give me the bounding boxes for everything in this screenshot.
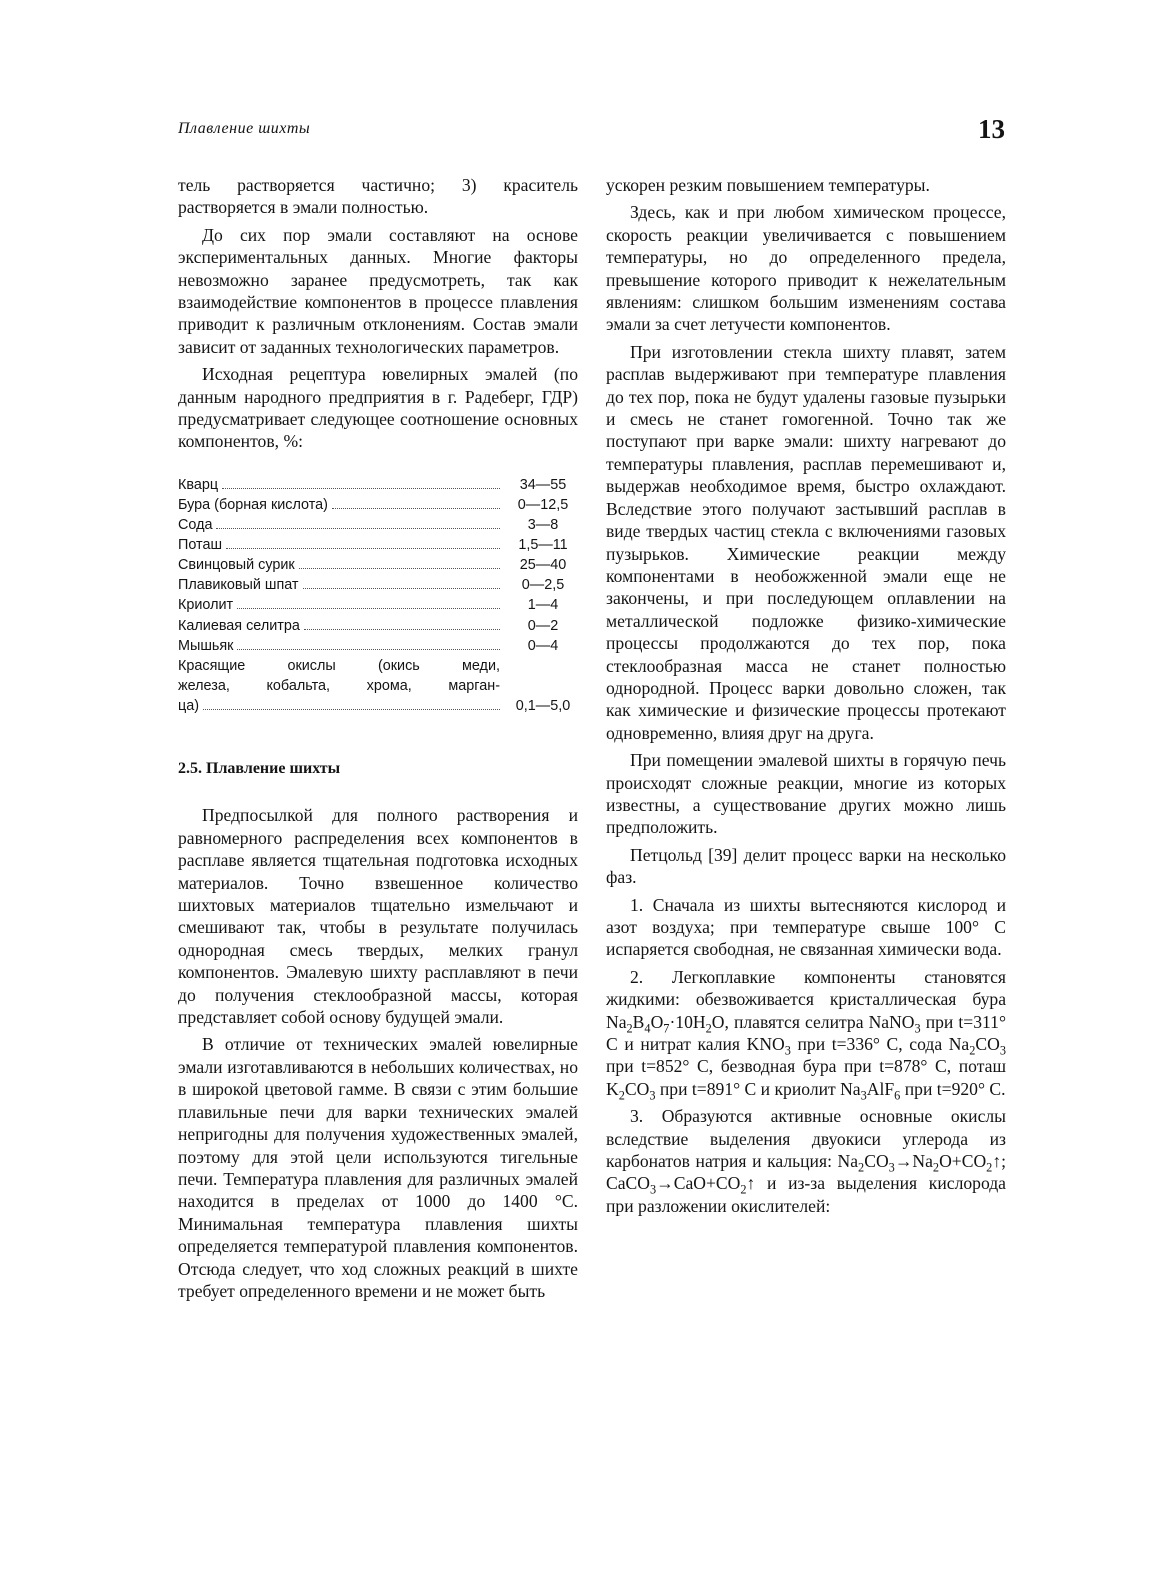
- leader-dots: [303, 588, 500, 589]
- recipe-item: [178, 535, 578, 555]
- recipe-item-value: 1—4: [527, 597, 559, 614]
- recipe-item-value: 0—2: [527, 617, 559, 634]
- recipe-item: [178, 515, 578, 535]
- leader-dots: [216, 528, 500, 529]
- paragraph: Исходная рецептура ювелирных эмалей (по данным народного предприятия в г. Радеберг, ГДР) предусматривает следующее соотношение основных компонентов, %:: [178, 364, 578, 452]
- recipe-item-colorants: [178, 656, 578, 716]
- recipe-item-name: Мышьяк: [178, 637, 234, 654]
- recipe-item-value: 3—8: [527, 517, 559, 534]
- recipe-item-name-line: Красящие окислы (окись меди,: [178, 657, 500, 674]
- paragraph: При изготовлении стекла шихту плавят, затем расплав выдерживают при температуре плавления до тех пор, пока не будут удалены газовые пузырьки и смесь не станет гомогенной. Точно так же поступают при варке эмали: шихту нагревают до температуры плавления, расплав перемешивают и, выдержав необходимое время, быстро охлаждают. Вследствие этого получают застывший расплав в виде твердых частиц стекла с включениями газовых пузырьков. Химические реакции между компонентами в необожженной эмали еще не закончены, и при последующем оплавлении на металлической подложке физико-химические процессы продолжаются до тех пор, пока стеклообразная масса не станет полностью однородной. Процесс варки довольно сложен, так как химические и физические процессы протекают одновременно, влияя друг на друга.: [606, 341, 1006, 743]
- recipe-item-name: Сода: [178, 517, 213, 534]
- leader-dots: [203, 709, 500, 710]
- running-title: Плавление шихты: [178, 120, 311, 137]
- paragraph: Петцольд [39] делит процесс варки на несколько фаз.: [606, 844, 1006, 888]
- recipe-item-value: 0,1—5,0: [515, 697, 571, 714]
- recipe-item-name-line: ца): [178, 697, 200, 714]
- recipe-item-name: Плавиковый шпат: [178, 577, 299, 594]
- page-number: 13: [978, 114, 1005, 144]
- leader-dots: [222, 488, 500, 489]
- leader-dots: [237, 608, 500, 609]
- paragraph: До сих пор эмали составляют на основе экспериментальных данных. Многие факторы невозможно заранее предусмотреть, так как взаимодействие компонентов в процессе плавления приводит к различным отклонениям. Состав эмали зависит от заданных технологических параметров.: [178, 224, 578, 357]
- recipe-item: [178, 495, 578, 515]
- recipe-item-name: Бура (борная кислота): [178, 496, 328, 513]
- recipe-item-value: 0—12,5: [517, 496, 569, 513]
- section-heading: 2.5. Плавление шихты: [178, 760, 341, 777]
- recipe-item: [178, 575, 578, 595]
- leader-dots: [237, 649, 500, 650]
- recipe-list: [178, 475, 578, 716]
- recipe-item-value: 0—2,5: [521, 577, 565, 594]
- recipe-item: [178, 555, 578, 575]
- recipe-item: [178, 595, 578, 615]
- recipe-item-value: 1,5—11: [518, 537, 568, 554]
- recipe-item-value: 25—40: [519, 557, 567, 574]
- paragraph: Здесь, как и при любом химическом процессе, скорость реакции увеличивается с повышением температуры, но до определенного предела, превышение которого приводит к нежелательным явлениям: слишком большим изменениям состава эмали за счет летучести компонентов.: [606, 202, 1006, 335]
- left-column: [178, 174, 578, 1307]
- paragraph-step-2: 2. Легкоплавкие компоненты становятся жидкими: обезвоживается кристаллическая бура $Na_2B_4O_7\cdot 10H_2O$, плавятся селитра NaNO$_3$ при t=311° С и нитрат калия $KNO_3$ при t=336° С, сода $Na_2CO_3$ при t=852° С, безводная бура при t=878° С, поташ $K_2CO_3$ при t=891° С и криолит $Na_3AlF_6$ при t=920° С.: [606, 966, 1006, 1103]
- leader-dots: [332, 508, 500, 509]
- paragraph: При помещении эмалевой шихты в горячую печь происходят сложные реакции, многие из которых известны, а существование других можно лишь предположить.: [606, 750, 1006, 838]
- paragraph-step-3: 3. Образуются активные основные окислы вследствие выделения двуокиси углерода из карбонатов натрия и кальция: $Na_2CO_3\to Na_2O+CO_2↑$; $CaCO_3\to CaO+CO_2↑$ и из-за выделения кислорода при разложении окислителей:: [606, 1106, 1006, 1216]
- recipe-item: [178, 616, 578, 636]
- recipe-item-name: Калиевая селитра: [178, 617, 300, 634]
- recipe-item-value: 0—4: [527, 637, 559, 654]
- paragraph: тель растворяется частично; 3) краситель растворяется в эмали полностью.: [178, 175, 578, 218]
- recipe-item-name-line: железа, кобальта, хрома, марган-: [178, 677, 500, 694]
- recipe-item-name: Криолит: [178, 597, 234, 614]
- paragraph: В отличие от технических эмалей ювелирные эмали изготавливаются в небольших количествах, но в широкой цветовой гамме. В связи с этим большие плавильные печи для варки технических эмалей непригодны для получения художественных эмалей, поэтому для этой цели используются тигельные печи. Температура плавления для различных эмалей находится в пределах от 1000 до 1400 °С. Минимальная температура плавления шихты определяется температурой плавления компонентов. Отсюда следует, что ход сложных реакций в шихте требует определенного времени и не может быть: [178, 1034, 578, 1301]
- paragraph: ускорен резким повышением температуры.: [606, 175, 930, 195]
- leader-dots: [304, 629, 500, 630]
- recipe-item-name: Поташ: [178, 537, 223, 554]
- recipe-item: [178, 475, 578, 495]
- right-column: [606, 174, 1006, 1222]
- recipe-item-value: 34—55: [519, 476, 567, 493]
- leader-dots: [226, 548, 500, 549]
- leader-dots: [299, 568, 500, 569]
- paragraph: Предпосылкой для полного растворения и равномерного распределения всех компонентов в расплаве является тщательная подготовка исходных материалов. Точно взвешенное количество шихтовых материалов тщательно измельчают и смешивают так, чтобы в результате получилась однородная смесь твердых, мелких гранул компонентов. Эмалевую шихту расплавляют в печи до получения стеклообразной массы, которая представляет собой основу будущей эмали.: [178, 805, 578, 1028]
- recipe-item-name: Кварц: [178, 476, 219, 493]
- recipe-item: [178, 636, 578, 656]
- recipe-item-name: Свинцовый сурик: [178, 557, 295, 574]
- paragraph: 1. Сначала из шихты вытесняются кислород и азот воздуха; при температуре свыше 100° С испаряется свободная, не связанная химически вода.: [606, 894, 1006, 960]
